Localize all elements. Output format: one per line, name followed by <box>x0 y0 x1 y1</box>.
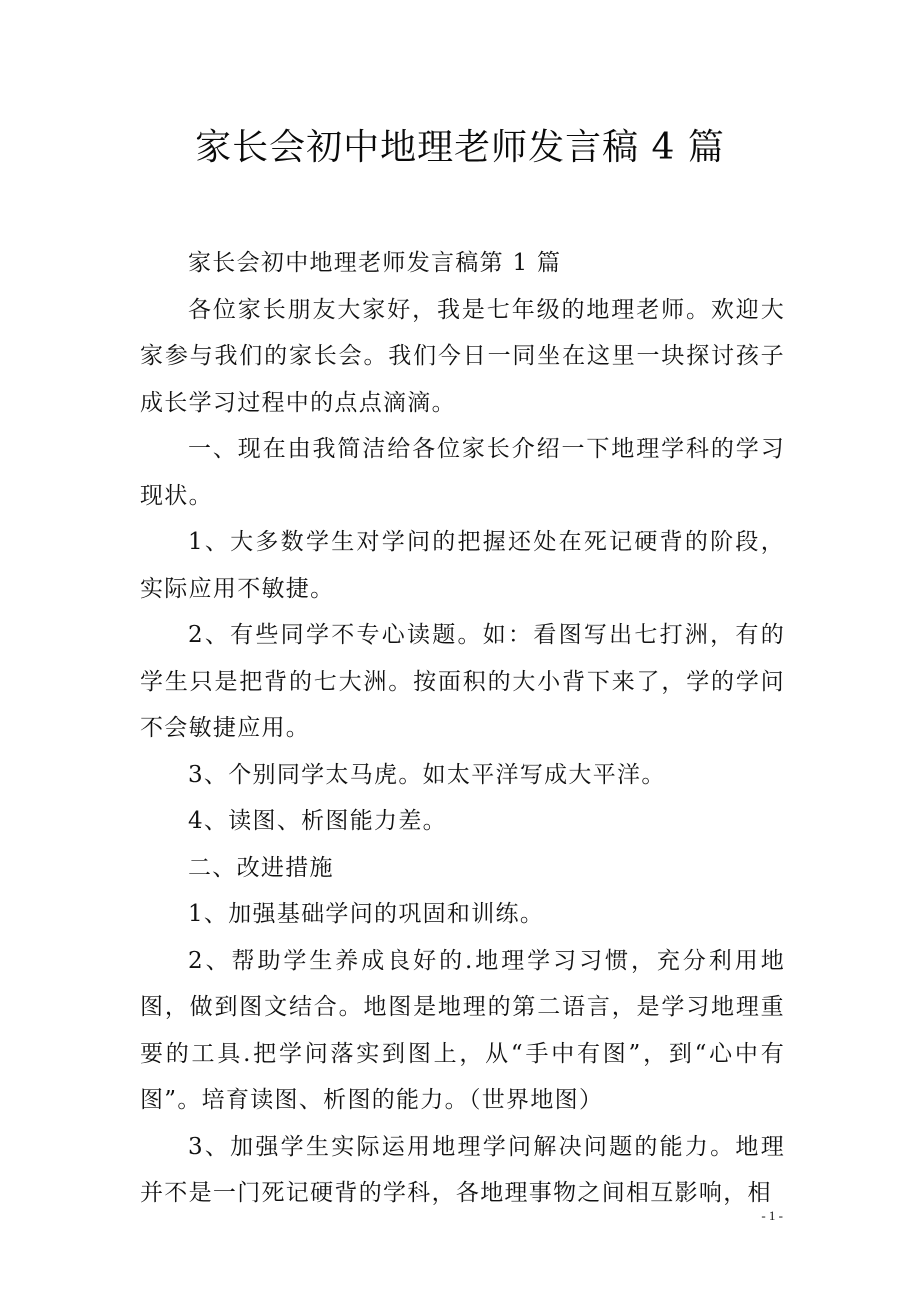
document-body <box>140 240 785 1217</box>
paragraph: 1、加强基础学问的巩固和训练。 <box>188 901 545 927</box>
paragraph: 4、读图、析图能力差。 <box>188 808 447 834</box>
page-number: - 1 - <box>761 1208 783 1223</box>
paragraph: 1、大多数学生对学问的把握还处在死记硬背的阶段，实际应用不敏捷。 <box>140 529 785 602</box>
paragraph: 3、加强学生实际运用地理学问解决问题的能力。地理并不是一门死记硬背的学科，各地理事物之间相互影响，相 <box>140 1133 785 1206</box>
subheading: 二、改进措施 <box>188 854 334 881</box>
document-title: 家长会初中地理老师发言稿 4 篇 <box>195 127 725 168</box>
paragraph: 一、现在由我简洁给各位家长介绍一下地理学科的学习现状。 <box>140 436 785 509</box>
paragraph: 各位家长朋友大家好，我是七年级的地理老师。欢迎大家参与我们的家长会。我们今日一同坐在这里一块探讨孩子成长学习过程中的点点滴滴。 <box>140 296 785 416</box>
paragraph: 3、个别同学太马虎。如太平洋写成大平洋。 <box>188 761 666 788</box>
paragraph: 2、帮助学生养成良好的.地理学习习惯，充分利用地图，做到图文结合。地图是地理的第二语言，是学习地理重要的工具.把学问落实到图上，从“手中有图”，到“心中有图”。培育读图、析图的能力。（世界地图） <box>140 947 785 1113</box>
paragraph: 2、有些同学不专心读题。如：看图写出七打洲，有的学生只是把背的七大洲。按面积的大小背下来了，学的学问不会敏捷应用。 <box>140 622 785 741</box>
section-heading: 家长会初中地理老师发言稿第 1 篇 <box>188 250 562 276</box>
